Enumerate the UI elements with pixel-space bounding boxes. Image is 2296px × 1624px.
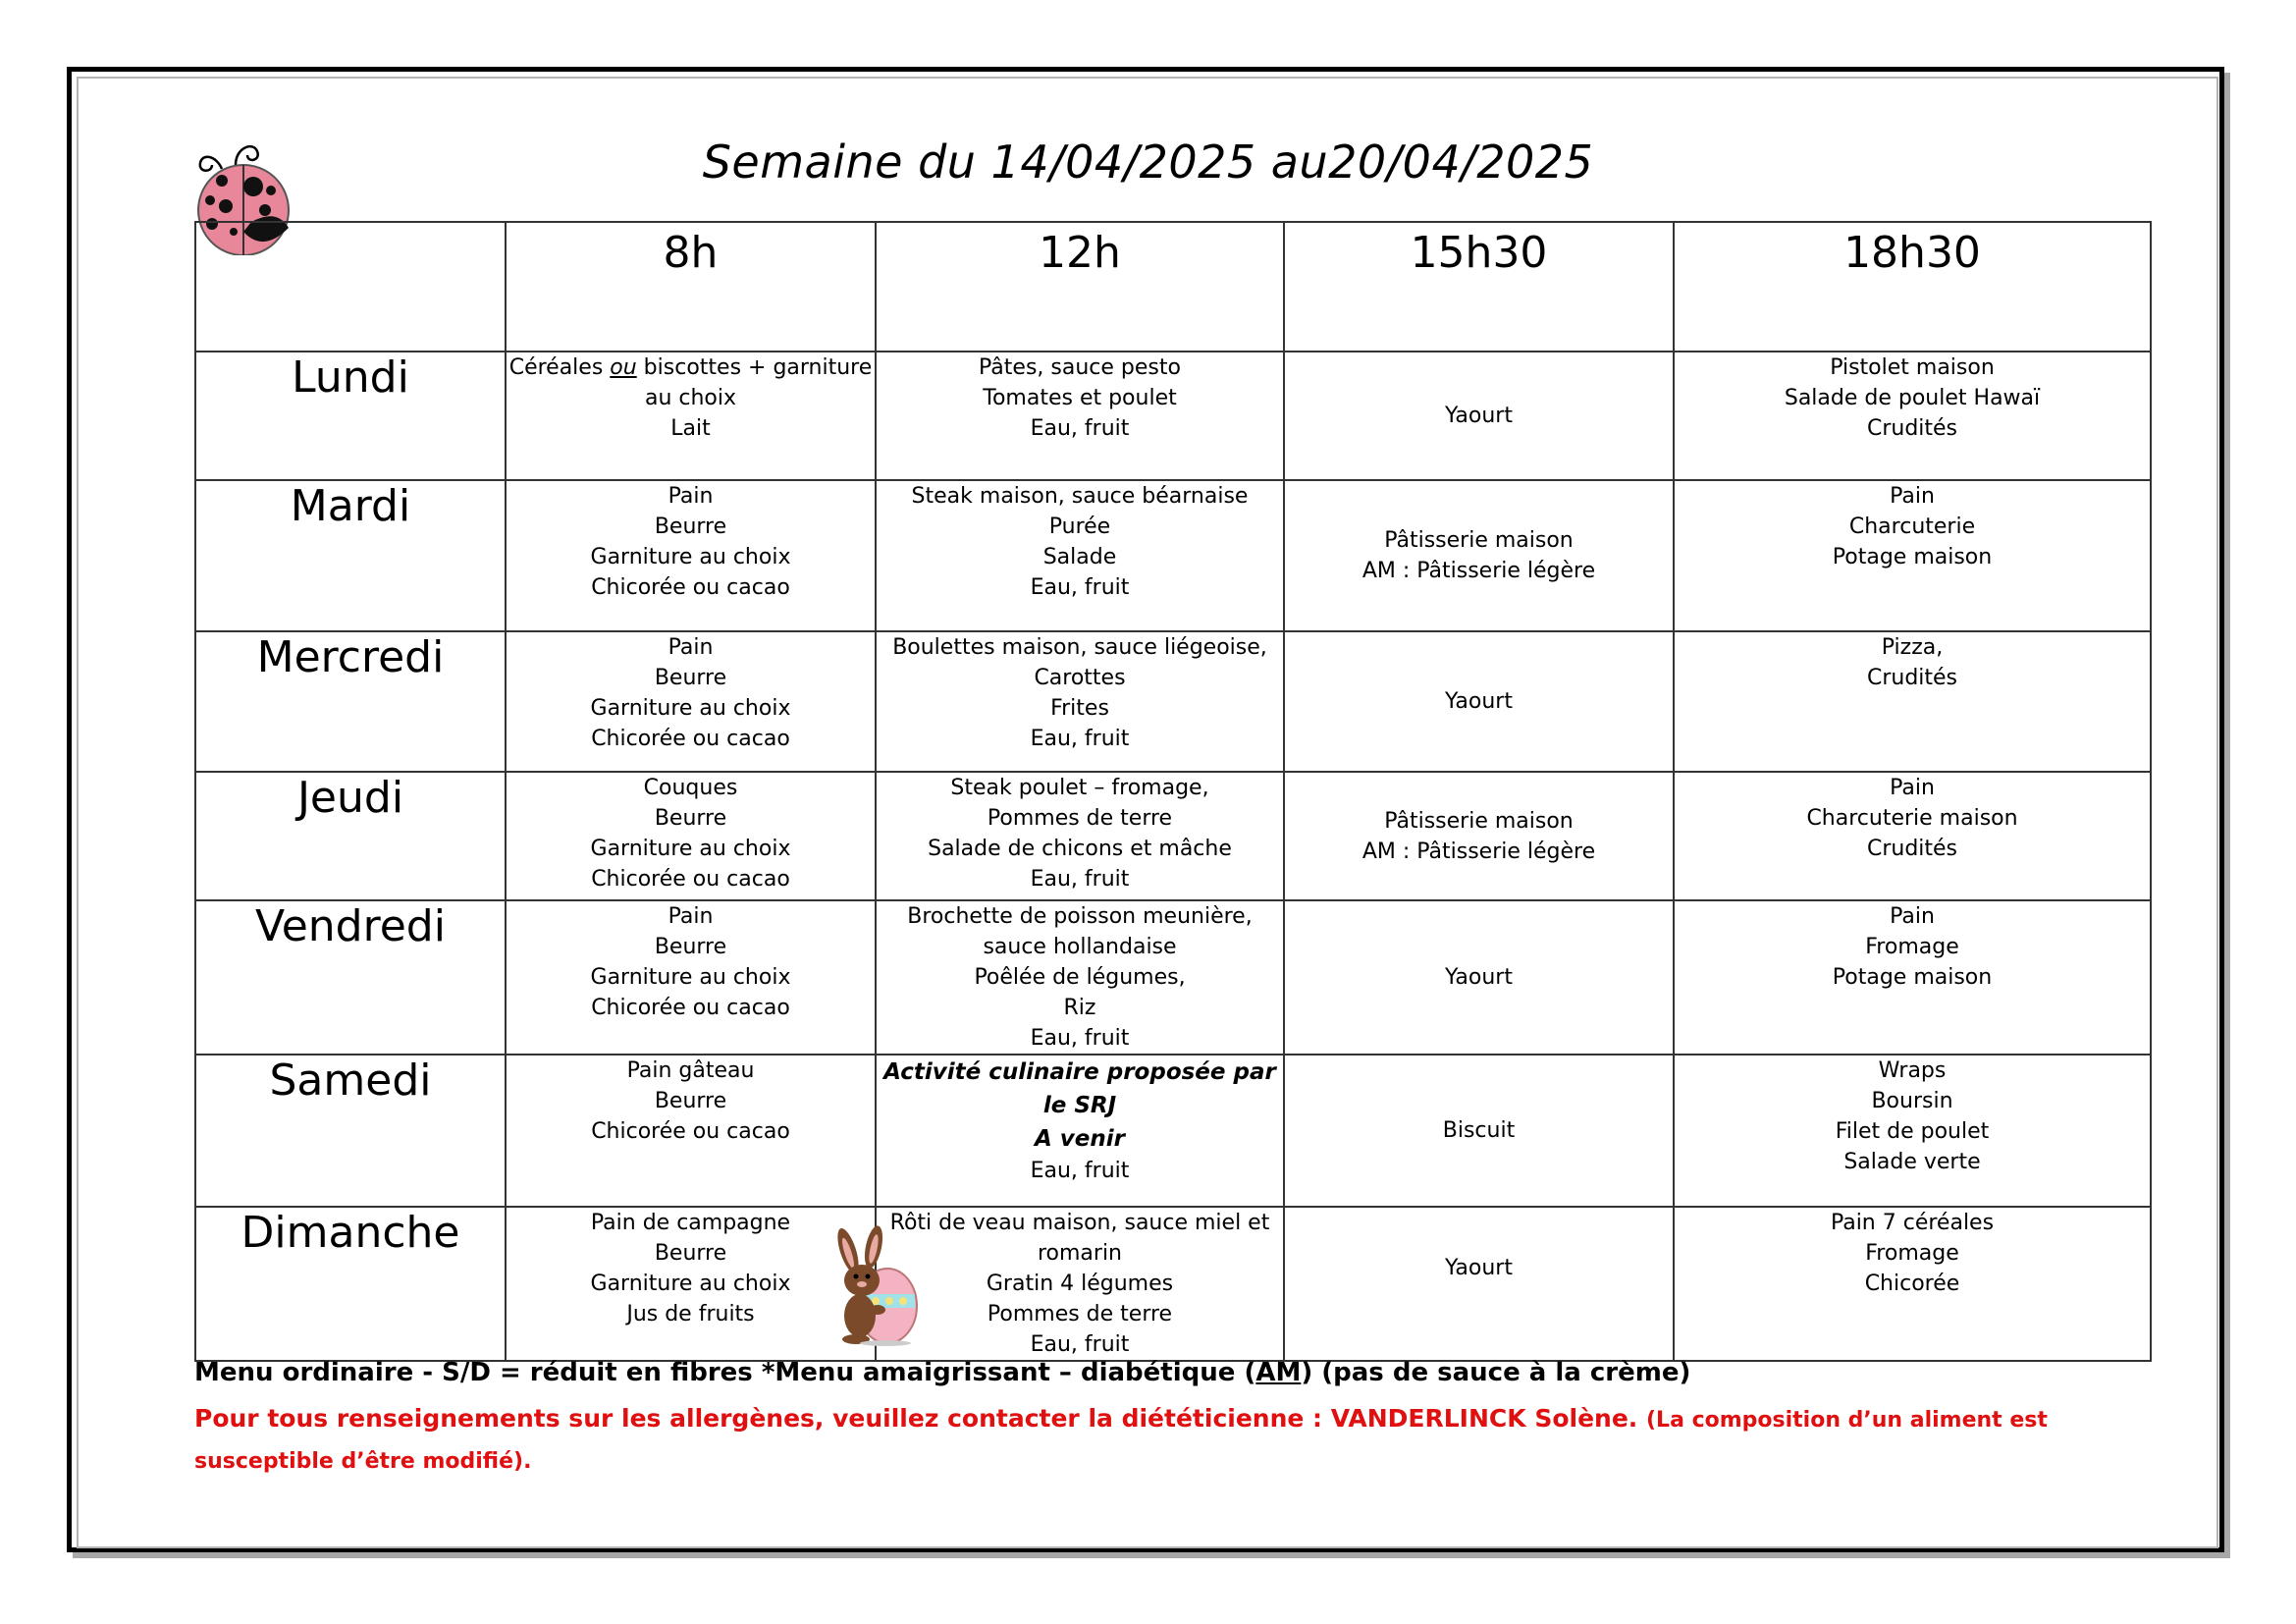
meal-line: Pistolet maison bbox=[1830, 355, 1995, 380]
meal-line: Yaourt bbox=[1445, 965, 1513, 990]
meal-12h bbox=[876, 631, 1284, 772]
day-label: Lundi bbox=[195, 352, 506, 480]
header-8h: 8h bbox=[506, 222, 876, 352]
meal-15h30 bbox=[1284, 1055, 1674, 1207]
meal-line: Garniture au choix bbox=[590, 545, 791, 569]
meal-line: Riz bbox=[1063, 996, 1096, 1020]
meal-line: Fromage bbox=[1865, 935, 1959, 959]
meal-line: Eau, fruit bbox=[1030, 575, 1130, 600]
meal-line: Chicorée bbox=[1864, 1272, 1960, 1296]
meal-line: Crudités bbox=[1866, 666, 1958, 690]
meal-line: Eau, fruit bbox=[1030, 1026, 1130, 1051]
meal-line: Eau, fruit bbox=[1030, 1332, 1130, 1357]
meal-line: Beurre bbox=[654, 935, 727, 959]
meal-line: Eau, fruit bbox=[1030, 416, 1130, 441]
meal-8h bbox=[506, 900, 876, 1055]
day-label: Jeudi bbox=[195, 772, 506, 900]
meal-line: Poêlée de légumes, bbox=[974, 965, 1186, 990]
meal-15h30 bbox=[1284, 480, 1674, 631]
meal-8h bbox=[506, 352, 876, 480]
meal-18h30 bbox=[1674, 900, 2151, 1055]
meal-15h30 bbox=[1284, 631, 1674, 772]
meal-line: Garniture au choix bbox=[590, 696, 791, 721]
meal-line: Crudités bbox=[1866, 837, 1958, 861]
meal-line: AM : Pâtisserie légère bbox=[1362, 559, 1596, 583]
allergen-warning bbox=[194, 1399, 2118, 1482]
meal-12h bbox=[876, 1055, 1284, 1207]
meal-line: Yaourt bbox=[1445, 1256, 1513, 1280]
meal-line: Couques bbox=[643, 776, 738, 800]
meal-15h30 bbox=[1284, 352, 1674, 480]
meal-18h30 bbox=[1674, 631, 2151, 772]
meal-12h bbox=[876, 772, 1284, 900]
meal-line: Pain de campagne bbox=[590, 1211, 791, 1235]
meal-line: Pain bbox=[667, 635, 714, 660]
meal-line: Boulettes maison, sauce liégeoise, bbox=[892, 635, 1267, 660]
meal-line-highlight: le SRJ bbox=[1042, 1093, 1117, 1118]
meal-line: Biscuit bbox=[1442, 1118, 1516, 1143]
meal-line: Salade de poulet Hawaï bbox=[1784, 386, 2041, 410]
meal-line: Pâtisserie maison bbox=[1384, 808, 1574, 834]
meal-line: Charcuterie maison bbox=[1806, 806, 2018, 831]
meal-15h30 bbox=[1284, 772, 1674, 900]
meal-line: Rôti de veau maison, sauce miel et bbox=[889, 1211, 1270, 1235]
table-row bbox=[195, 772, 2151, 900]
meal-line: Eau, fruit bbox=[1030, 1159, 1130, 1183]
easter-bunny-icon bbox=[827, 1225, 921, 1347]
page-title: Semaine du 14/04/2025 au20/04/2025 bbox=[702, 135, 1594, 189]
meal-line: Salade de chicons et mâche bbox=[928, 837, 1232, 861]
weekly-menu-table bbox=[194, 221, 2152, 1362]
legend-text: Menu ordinaire - S/D = réduit en fibres *Menu amaigrissant – diabétique ( bbox=[194, 1358, 1256, 1387]
meal-18h30 bbox=[1674, 480, 2151, 631]
allergen-warning-note: (La composition d’un aliment est susceptible d’être modifié). bbox=[194, 1408, 2048, 1474]
meal-18h30 bbox=[1674, 1207, 2151, 1361]
header-12h: 12h bbox=[876, 222, 1284, 352]
header-corner bbox=[195, 222, 506, 352]
meal-line: Beurre bbox=[654, 806, 727, 831]
meal-line: Steak maison, sauce béarnaise bbox=[911, 484, 1249, 509]
header-15h30: 15h30 bbox=[1284, 222, 1674, 352]
meal-8h bbox=[506, 631, 876, 772]
meal-line: Chicorée ou cacao bbox=[591, 1119, 790, 1144]
meal-line: Filet de poulet bbox=[1835, 1119, 1990, 1144]
meal-8h bbox=[506, 772, 876, 900]
meal-line: Yaourt bbox=[1445, 689, 1513, 714]
meal-line: Steak poulet – fromage, bbox=[950, 776, 1209, 800]
legend-am: AM bbox=[1255, 1358, 1302, 1387]
meal-line: Purée bbox=[1048, 514, 1111, 539]
meal-line: Pommes de terre bbox=[987, 806, 1173, 831]
meal-line: Lait bbox=[670, 416, 711, 441]
meal-line: Garniture au choix bbox=[590, 965, 791, 990]
meal-line: Pain gâteau bbox=[626, 1058, 755, 1083]
meal-line: Boursin bbox=[1871, 1089, 1953, 1113]
meal-line: Pain bbox=[1890, 484, 1935, 509]
header-row bbox=[195, 222, 2151, 352]
meal-line: Beurre bbox=[654, 1089, 727, 1113]
meal-line: Jus de fruits bbox=[626, 1302, 755, 1326]
meal-line: Crudités bbox=[1866, 416, 1958, 441]
meal-line: au choix bbox=[644, 386, 737, 410]
day-label: Dimanche bbox=[195, 1207, 506, 1361]
allergen-warning-main: Pour tous renseignements sur les allergènes, veuillez contacter la diététicienne : VANDERLINCK Solène. bbox=[194, 1404, 1638, 1433]
meal-line: romarin bbox=[1037, 1241, 1123, 1266]
meal-line-highlight: A venir bbox=[1035, 1126, 1125, 1152]
meal-18h30 bbox=[1674, 352, 2151, 480]
meal-line: Frites bbox=[1050, 696, 1109, 721]
meal-line: AM : Pâtisserie légère bbox=[1362, 839, 1596, 864]
day-label: Vendredi bbox=[195, 900, 506, 1055]
meal-line: Gratin 4 légumes bbox=[986, 1272, 1174, 1296]
meal-line: Pommes de terre bbox=[987, 1302, 1173, 1326]
legend-text-end: ) (pas de sauce à la crème) bbox=[1301, 1358, 1691, 1387]
table-row bbox=[195, 1055, 2151, 1207]
meal-line: Pain bbox=[1890, 776, 1935, 800]
meal-line: Salade verte bbox=[1843, 1150, 1981, 1174]
meal-line: Garniture au choix bbox=[590, 1272, 791, 1296]
meal-line: Pain bbox=[667, 904, 714, 929]
day-label: Mardi bbox=[195, 480, 506, 631]
meal-18h30 bbox=[1674, 1055, 2151, 1207]
meal-line: Garniture au choix bbox=[590, 837, 791, 861]
meal-18h30 bbox=[1674, 772, 2151, 900]
meal-line: Chicorée ou cacao bbox=[591, 575, 790, 600]
meal-line: Chicorée ou cacao bbox=[591, 867, 790, 892]
meal-line: Tomates et poulet bbox=[983, 386, 1177, 410]
menu-legend bbox=[194, 1358, 1690, 1387]
meal-12h bbox=[876, 352, 1284, 480]
meal-line: Carottes bbox=[1034, 666, 1126, 690]
meal-line: Beurre bbox=[654, 514, 727, 539]
meal-line: Chicorée ou cacao bbox=[591, 727, 790, 751]
meal-line: Pain 7 céréales bbox=[1830, 1211, 1995, 1235]
meal-line: Beurre bbox=[654, 1241, 727, 1266]
day-label: Mercredi bbox=[195, 631, 506, 772]
table-row bbox=[195, 480, 2151, 631]
meal-12h bbox=[876, 480, 1284, 631]
header-18h30: 18h30 bbox=[1674, 222, 2151, 352]
meal-line: Eau, fruit bbox=[1030, 727, 1130, 751]
meal-line: Potage maison bbox=[1832, 965, 1993, 990]
meal-line: Céréales ou biscottes + garniture bbox=[508, 355, 873, 380]
meal-8h bbox=[506, 480, 876, 631]
meal-8h bbox=[506, 1207, 876, 1361]
meal-line: Pizza, bbox=[1881, 635, 1944, 660]
meal-line: Pâtes, sauce pesto bbox=[979, 355, 1181, 380]
meal-12h bbox=[876, 1207, 1284, 1361]
meal-line: Pain bbox=[667, 484, 714, 509]
meal-line: Pâtisserie maison bbox=[1384, 528, 1574, 553]
meal-line: Beurre bbox=[654, 666, 727, 690]
meal-line-highlight: Activité culinaire proposée par bbox=[883, 1059, 1276, 1085]
day-label: Samedi bbox=[195, 1055, 506, 1207]
meal-line: Charcuterie bbox=[1848, 514, 1976, 539]
table-row bbox=[195, 352, 2151, 480]
meal-15h30 bbox=[1284, 900, 1674, 1055]
meal-line: Brochette de poisson meunière, bbox=[907, 904, 1253, 929]
meal-line: Fromage bbox=[1865, 1241, 1959, 1266]
meal-8h bbox=[506, 1055, 876, 1207]
table-row bbox=[195, 631, 2151, 772]
meal-line: Pain bbox=[1890, 904, 1935, 929]
meal-line: Yaourt bbox=[1445, 404, 1513, 428]
meal-line: Salade bbox=[1042, 545, 1117, 569]
meal-line: Potage maison bbox=[1832, 545, 1993, 569]
meal-line: sauce hollandaise bbox=[983, 935, 1177, 959]
table-row bbox=[195, 900, 2151, 1055]
meal-15h30 bbox=[1284, 1207, 1674, 1361]
meal-line: Wraps bbox=[1878, 1058, 1947, 1083]
meal-line: Eau, fruit bbox=[1030, 867, 1130, 892]
meal-line: Chicorée ou cacao bbox=[591, 996, 790, 1020]
table-row bbox=[195, 1207, 2151, 1361]
meal-12h bbox=[876, 900, 1284, 1055]
